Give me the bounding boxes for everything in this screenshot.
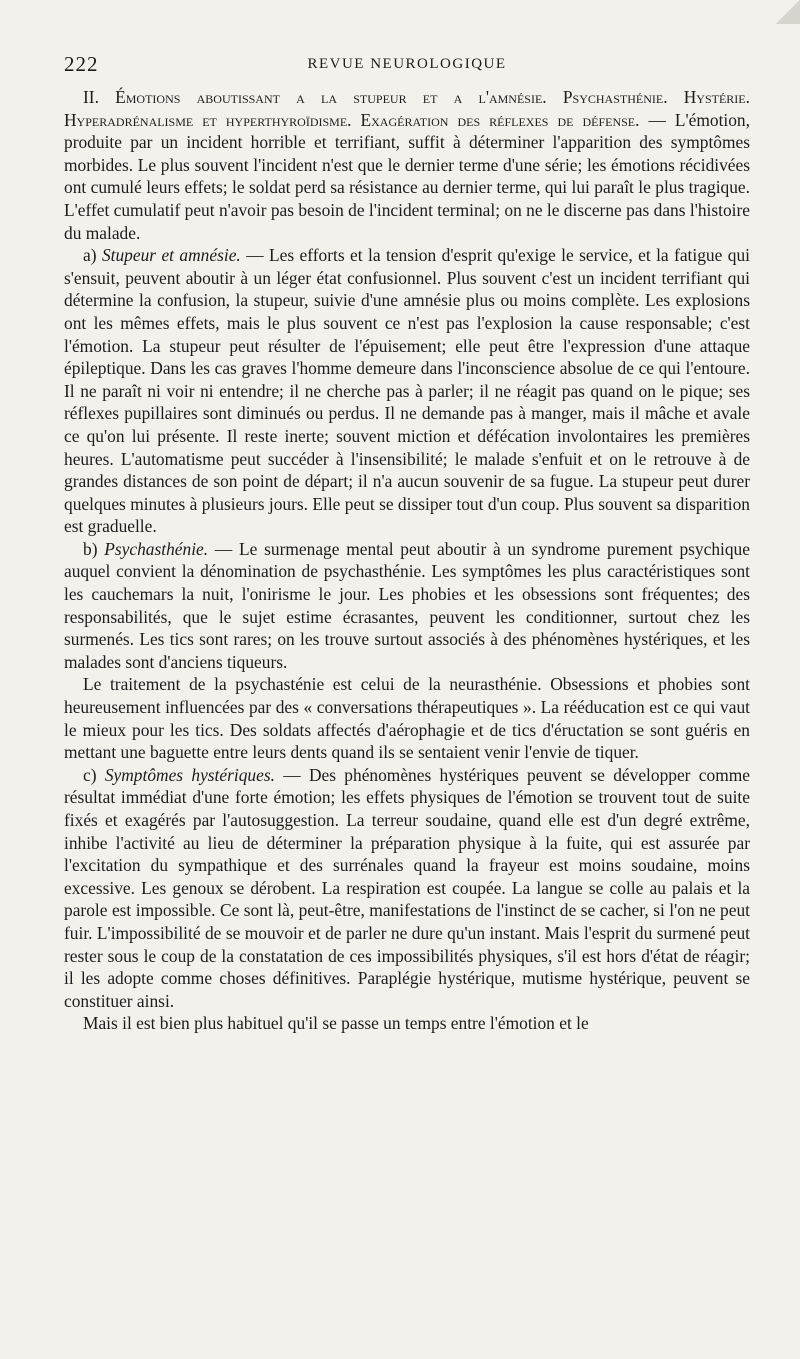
page: [64, 52, 750, 1035]
subsection-label: b): [83, 538, 98, 559]
paragraph-stupeur: [64, 244, 750, 538]
section-text: — L'émotion, produite par un incident horrible et terrifiant, suffit à déterminer l'apparition des symptômes morbides. Le plus souvent l'incident n'est que le dernier terme d'une série; les émotions récidivées ont cumulé leurs effets; le soldat perd sa résistance au dernier terme, qui lui paraît le plus tragique. L'effet cumulatif peut n'avoir pas besoin de l'incident terminal; on ne le discerne pas dans l'histoire du malade.: [64, 109, 750, 243]
subsection-label: a): [83, 245, 97, 266]
section-heading-paragraph: [64, 86, 750, 244]
paragraph-hysterie: [64, 764, 750, 1013]
section-title: Émotions aboutissant a la stupeur et a l'amnésie. Psychasthénie. Hystérie. Hyperadrénalisme et hyperthyroïdisme. Exagération des réflexes de défense.: [64, 87, 750, 130]
paragraph-continuation: [64, 1012, 750, 1035]
section-numeral: II.: [83, 87, 99, 107]
subsection-title: Symptômes hystériques.: [104, 764, 275, 785]
paragraph-text: Mais il est bien plus habituel qu'il se passe un temps entre l'émotion et le: [83, 1013, 589, 1034]
subsection-title: Stupeur et amnésie.: [101, 245, 241, 266]
subsection-title: Psychasthénie.: [104, 538, 209, 559]
journal-title: REVUE NEUROLOGIQUE: [307, 56, 507, 72]
running-head: [64, 52, 750, 76]
paragraph-text: — Des phénomènes hystériques peuvent se développer comme résultat immédiat d'une forte émotion; les effets physiques de l'émotion se trouvent tout de suite fixés et exagérés par l'autosuggestion. La terreur soudaine, quand elle est d'un degré extrême, inhibe l'activité au lieu de déterminer la préparation physique à la fuite, qui est assurée par l'excitation du sympathique et des surrénales quand la frayeur est moins soudaine, moins excessive. Les genoux se dérobent. La respiration est coupée. La langue se colle au palais et la parole est impossible. Ce sont là, peut-être, manifestations de l'instinct de se cacher, si l'on ne peut fuir. L'impossibilité de se mouvoir et de parler ne dure qu'un instant. Mais l'esprit du surmené peut rester sous le coup de la constatation de ces impossibilités physiques, s'il est hors d'état de réagir; il les adopte comme choses définitives. Paraplégie hystérique, mutisme hystérique, peuvent se constituer ainsi.: [64, 764, 750, 1011]
paragraph-text: Le traitement de la psychasténie est celui de la neurasthénie. Obsessions et phobies sont heureusement influencées par des « conversations thérapeutiques ». La rééducation est ce qui vaut le mieux pour les tics. Des soldats affectés d'aérophagie et de tics d'éructation se sont guéris en mettant une baguette entre leurs dents quand ils se sentaient venir l'envie de tiquer.: [64, 674, 750, 763]
page-number: 222: [64, 52, 99, 76]
paragraph-text: — Le surmenage mental peut aboutir à un syndrome purement psychique auquel convient la dénomination de psychasthénie. Les symptômes les plus caractéristiques sont les cauchemars la nuit, l'onirisme le jour. Les phobies et les obsessions sont fréquentes; des responsabilités, que le sujet estime écrasantes, peuvent les conditionner, surtout chez les surmenés. Les tics sont rares; on les trouve surtout associés à des phénomènes hystériques, et les malades sont d'anciens tiqueurs.: [64, 538, 750, 672]
subsection-label: c): [83, 764, 97, 785]
paragraph-traitement: [64, 673, 750, 763]
paragraph-psychasthenie: [64, 538, 750, 674]
paragraph-text: — Les efforts et la tension d'esprit qu'exige le service, et la fatigue qui s'ensuit, peuvent aboutir à un léger état confusionnel. Plus souvent c'est un incident terrifiant qui détermine la confusion, la stupeur, suivie d'une amnésie plus ou moins complète. Les explosions ont les mêmes effets, mais le plus souvent ce n'est pas l'explosion la cause responsable; c'est l'émotion. La stupeur peut résulter de l'épuisement; elle peut être l'expression d'une attaque épileptique. Dans les cas graves l'homme demeure dans l'inconscience absolue de ce qui l'entoure. Il ne paraît ni voir ni entendre; il ne cherche pas à parler; il ne réagit pas quand on le pique; ses réflexes pupillaires sont diminués ou perdus. Il ne demande pas à manger, mais il mâche et avale ce qu'on lui présente. Il reste inerte; souvent miction et défécation involontaires les premières heures. L'automatisme peut succéder à l'insensibilité; le malade s'enfuit et on le retrouve à de grandes distances de son point de départ; il n'a aucun souvenir de sa fugue. La stupeur peut durer quelques minutes à plusieurs jours. Elle peut se dissiper tout d'un coup. Plus souvent sa disparition est graduelle.: [64, 245, 750, 537]
page-corner-shadow: [776, 0, 800, 24]
article-body: [64, 86, 750, 1035]
